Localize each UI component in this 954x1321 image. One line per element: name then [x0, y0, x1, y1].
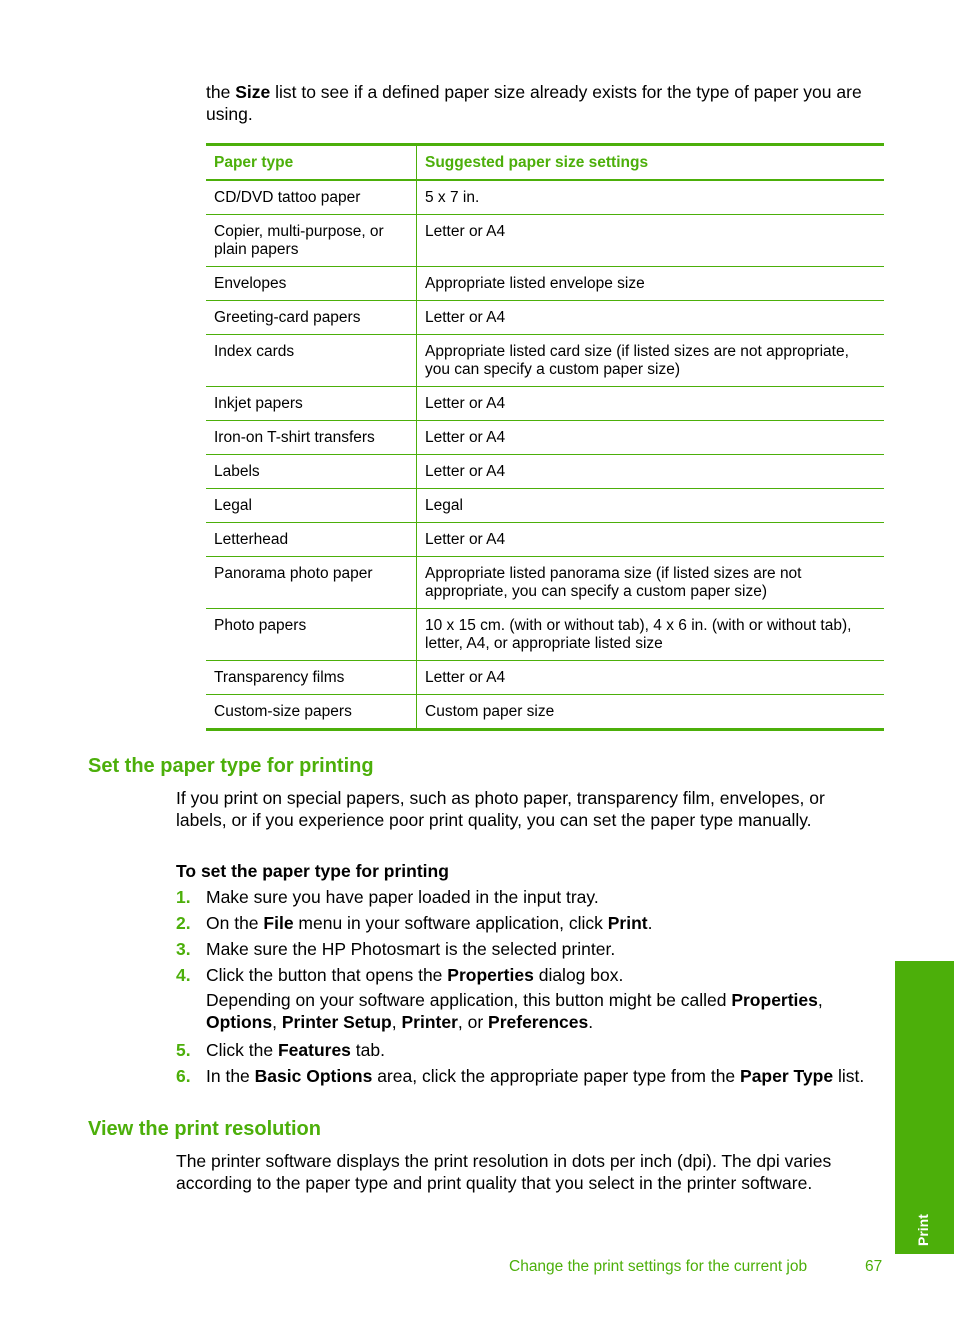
cell-paper-type: Greeting-card papers — [206, 301, 417, 335]
intro-bold: Size — [235, 82, 271, 102]
table-row — [206, 215, 884, 267]
list-item — [176, 964, 896, 986]
cell-size-setting: Letter or A4 — [417, 301, 885, 335]
note-text: Depending on your software application, this button might be called — [206, 990, 732, 1010]
footer-page-number: 67 — [865, 1258, 883, 1275]
note-bold: Printer — [401, 1012, 458, 1032]
table-row — [206, 180, 884, 215]
section-heading-set-paper-type: Set the paper type for printing — [88, 755, 374, 777]
section-heading-view-resolution: View the print resolution — [88, 1118, 321, 1140]
note-text: . — [588, 1012, 594, 1032]
list-item — [176, 1039, 896, 1061]
step-bold: Basic Options — [254, 1066, 373, 1086]
step-text: On the — [206, 913, 264, 933]
section-body-set-paper-type: If you print on special papers, such as photo paper, transparency film, envelopes, or labels, or if you experience poor print quality, you can set the paper type manually. — [176, 788, 825, 830]
cell-paper-type: Panorama photo paper — [206, 557, 417, 609]
step-text: Click the — [206, 1040, 278, 1060]
table-row — [206, 421, 884, 455]
intro-text-rest: list to see if a defined paper size already exists for the type of paper you are using. — [206, 82, 862, 124]
table-row — [206, 661, 884, 695]
step-text: Make sure the HP Photosmart is the selected printer. — [206, 939, 616, 959]
cell-size-setting: Appropriate listed card size (if listed sizes are not appropriate, you can specify a custom paper size) — [417, 335, 885, 387]
cell-paper-type: Legal — [206, 489, 417, 523]
list-item — [176, 912, 896, 934]
step-number: 4. — [176, 965, 191, 985]
cell-size-setting: Letter or A4 — [417, 523, 885, 557]
cell-size-setting: Appropriate listed panorama size (if listed sizes are not appropriate, you can specify a custom paper size) — [417, 557, 885, 609]
step-number: 2. — [176, 913, 191, 933]
cell-paper-type: Index cards — [206, 335, 417, 387]
cell-size-setting: 10 x 15 cm. (with or without tab), 4 x 6 in. (with or without tab), letter, A4, or appropriate listed size — [417, 609, 885, 661]
cell-paper-type: Inkjet papers — [206, 387, 417, 421]
cell-paper-type: CD/DVD tattoo paper — [206, 180, 417, 215]
step-number: 6. — [176, 1066, 191, 1086]
list-item — [176, 938, 896, 960]
step-number: 1. — [176, 887, 191, 907]
step-bold: File — [263, 913, 294, 933]
note-bold: Preferences — [488, 1012, 589, 1032]
step-text: dialog box. — [533, 965, 624, 985]
cell-size-setting: Legal — [417, 489, 885, 523]
step-text: list. — [833, 1066, 865, 1086]
table-row — [206, 335, 884, 387]
cell-size-setting: Appropriate listed envelope size — [417, 267, 885, 301]
list-item — [176, 886, 896, 908]
cell-paper-type: Transparency films — [206, 661, 417, 695]
cell-paper-type: Envelopes — [206, 267, 417, 301]
note-bold: Properties — [731, 990, 818, 1010]
step-number: 3. — [176, 939, 191, 959]
note-text: , — [817, 990, 823, 1010]
cell-size-setting: Letter or A4 — [417, 387, 885, 421]
step-text: Make sure you have paper loaded in the input tray. — [206, 887, 599, 907]
table-row — [206, 267, 884, 301]
paper-size-table — [206, 143, 884, 731]
procedure-steps — [176, 886, 896, 1091]
cell-size-setting: Letter or A4 — [417, 421, 885, 455]
cell-size-setting: Letter or A4 — [417, 661, 885, 695]
cell-size-setting: Letter or A4 — [417, 455, 885, 489]
cell-paper-type: Photo papers — [206, 609, 417, 661]
step-text: . — [647, 913, 653, 933]
table-row — [206, 557, 884, 609]
table-row — [206, 301, 884, 335]
procedure-title: To set the paper type for printing — [176, 861, 449, 881]
section-body-view-resolution: The printer software displays the print resolution in dots per inch (dpi). The dpi varies according to the paper type and print quality that you select in the printer software. — [176, 1151, 832, 1193]
cell-size-setting: Custom paper size — [417, 695, 885, 730]
intro-text: the — [206, 82, 236, 102]
cell-paper-type: Letterhead — [206, 523, 417, 557]
step-text: area, click the appropriate paper type from the — [372, 1066, 741, 1086]
cell-size-setting: 5 x 7 in. — [425, 189, 480, 206]
cell-paper-type: Custom-size papers — [206, 695, 417, 730]
step-number: 5. — [176, 1040, 191, 1060]
step-bold: Print — [607, 913, 648, 933]
step-text: menu in your software application, click — [293, 913, 608, 933]
table-row — [206, 523, 884, 557]
step-note — [176, 989, 896, 1033]
step-bold: Paper Type — [740, 1066, 834, 1086]
table-row — [206, 609, 884, 661]
step-bold: Features — [277, 1040, 351, 1060]
note-text: , or — [457, 1012, 489, 1032]
table-header-row — [206, 145, 884, 181]
table-row — [206, 695, 884, 730]
step-bold: Properties — [447, 965, 534, 985]
step-text: In the — [206, 1066, 255, 1086]
note-bold: Options — [206, 1012, 273, 1032]
step-text: Click the button that opens the — [206, 965, 448, 985]
cell-size-setting: Letter or A4 — [417, 215, 885, 267]
cell-paper-type: Copier, multi-purpose, or plain papers — [206, 215, 417, 267]
note-text: , — [391, 1012, 402, 1032]
chapter-side-tab — [895, 961, 954, 1254]
note-bold: Printer Setup — [281, 1012, 392, 1032]
cell-paper-type: Iron-on T-shirt transfers — [206, 421, 417, 455]
intro-paragraph — [206, 81, 896, 125]
table-row — [206, 489, 884, 523]
note-text: , — [272, 1012, 282, 1032]
cell-paper-type: Labels — [206, 455, 417, 489]
header-suggested-size: Suggested paper size settings — [417, 145, 885, 181]
list-item — [176, 1065, 896, 1087]
chapter-tab-label: Print — [915, 1214, 931, 1246]
table-row — [206, 387, 884, 421]
header-paper-type: Paper type — [206, 145, 417, 181]
table-row — [206, 455, 884, 489]
step-text: tab. — [350, 1040, 385, 1060]
footer-chapter-title: Change the print settings for the current job — [509, 1258, 808, 1275]
